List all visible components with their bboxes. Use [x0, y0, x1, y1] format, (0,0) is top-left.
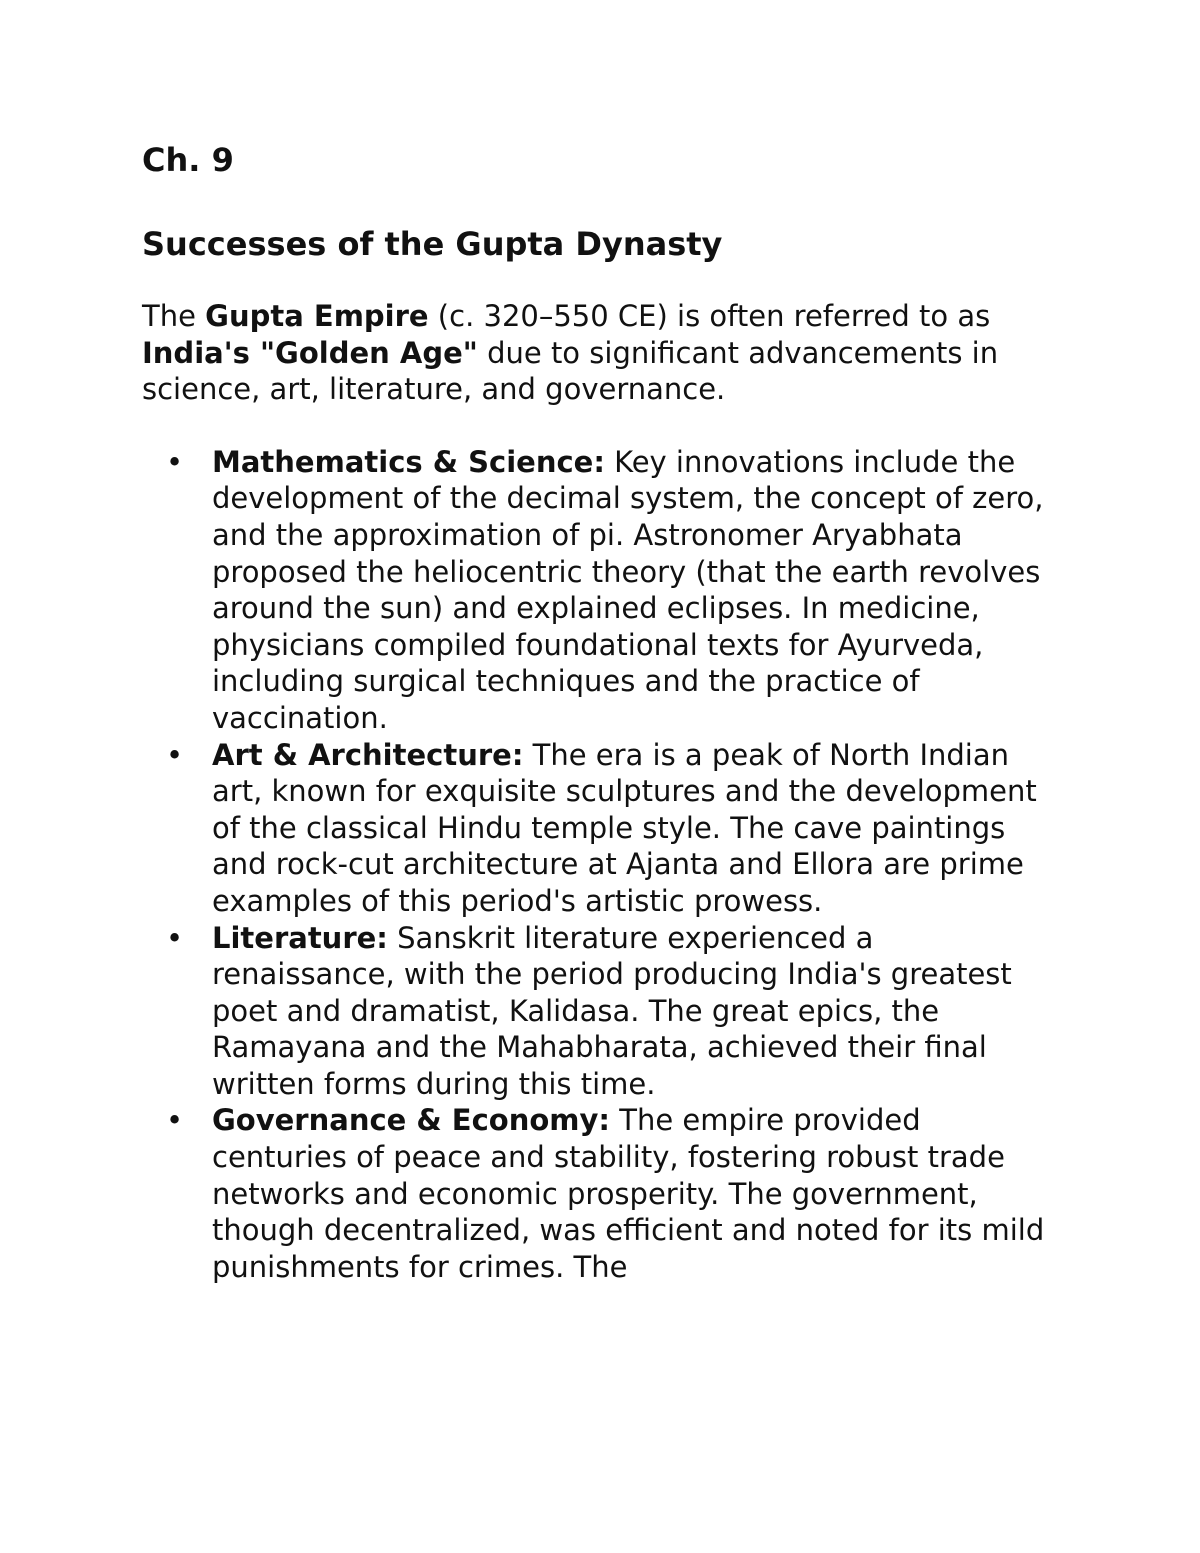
item-term: Mathematics & Science:	[212, 444, 605, 479]
list-item-art-architecture	[142, 737, 1062, 920]
successes-list	[142, 444, 1062, 1286]
item-term: Art & Architecture:	[212, 737, 524, 772]
list-item-governance-economy	[142, 1102, 1062, 1285]
list-item-literature	[142, 920, 1062, 1103]
intro-text-3: due to significant advancements in science, art, literature, and governance.	[142, 335, 999, 407]
intro-text-1: The	[142, 299, 206, 333]
intro-paragraph	[142, 298, 1062, 408]
item-text: Sanskrit literature experienced a renaissance, with the period producing India's greatest poet and dramatist, Kalidasa. The great epics, the Ramayana and the Mahabharata, achieved their final written forms during this time.	[212, 920, 1012, 1101]
item-text: Key innovations include the development of the decimal system, the concept of zero, and the approximation of pi. Astronomer Aryabhata proposed the heliocentric theory (that the earth revolves around the sun) and explained eclipses. In medicine, physicians compiled foundational texts for Ayurveda, including surgical techniques and the practice of vaccination.	[212, 444, 1044, 735]
intro-bold-golden-age: India's "Golden Age"	[142, 335, 478, 370]
intro-text-2: (c. 320–550 CE) is often referred to as	[428, 299, 991, 333]
bullet-icon: •	[166, 444, 184, 479]
item-term: Governance & Economy:	[212, 1103, 611, 1138]
bullet-icon: •	[166, 920, 184, 955]
list-item-mathematics-science	[142, 444, 1062, 737]
item-text: The empire provided centuries of peace and stability, fostering robust trade networks and economic prosperity. The government, though decentralized, was efficient and noted for its mild punishments for crimes. The	[212, 1103, 1045, 1284]
bullet-icon: •	[166, 1103, 184, 1138]
intro-bold-gupta-empire: Gupta Empire	[205, 299, 429, 333]
chapter-heading: Ch. 9	[142, 141, 234, 179]
page-title: Successes of the Gupta Dynasty	[142, 225, 723, 263]
document-page	[142, 138, 1062, 1285]
bullet-icon: •	[166, 737, 184, 772]
item-term: Literature:	[212, 920, 388, 955]
item-text: The era is a peak of North Indian art, known for exquisite sculptures and the development of the classical Hindu temple style. The cave paintings and rock-cut architecture at Ajanta and Ellora are prime examples of this period's artistic prowess.	[212, 737, 1037, 918]
